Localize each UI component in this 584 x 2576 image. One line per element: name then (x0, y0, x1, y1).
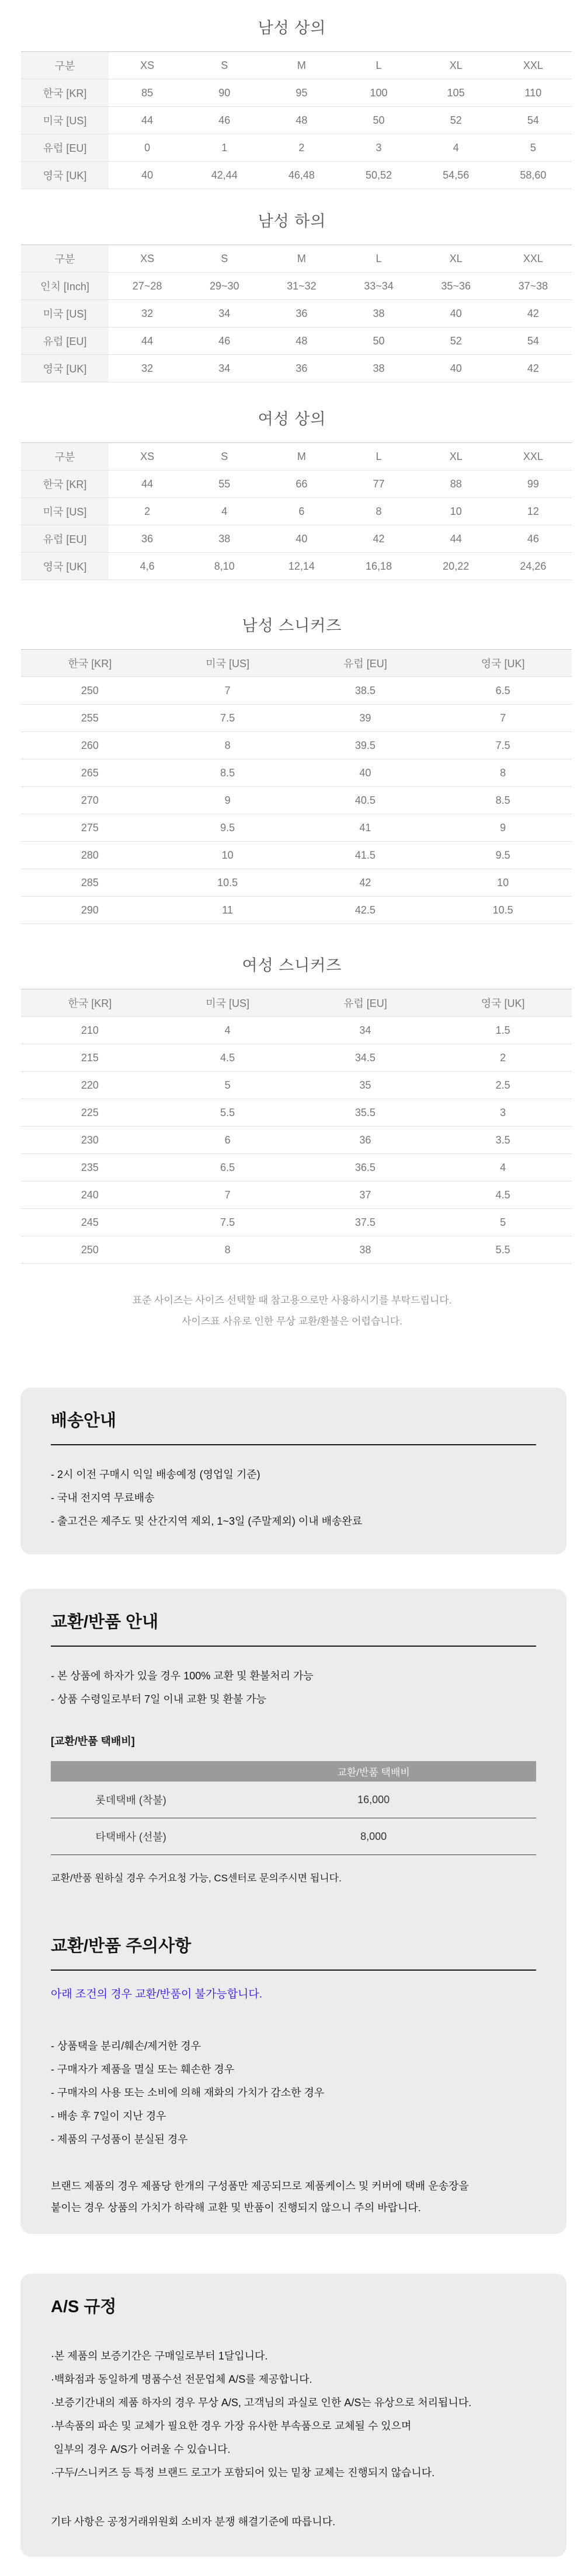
table-row (21, 553, 572, 580)
column-header: L (376, 59, 382, 71)
fee-header-cell: 교환/반품 택배비 (337, 1767, 410, 1778)
caution-bullet-list (51, 2034, 536, 2151)
text-line: - 배송 후 7일이 지난 경우 (51, 2110, 166, 2122)
table-cell: 245 (21, 1209, 159, 1236)
text-line: - 상품택을 분리/훼손/제거한 경우 (51, 2040, 201, 2052)
table-cell: 8.5 (434, 787, 572, 814)
table-cell: 37~38 (495, 273, 572, 300)
table-cell: 5.5 (159, 1099, 297, 1127)
table-cell: 41 (297, 814, 434, 842)
header-row (21, 443, 572, 470)
column-header: 유럽 [EU] (343, 998, 387, 1009)
table-cell: 8.5 (159, 759, 297, 787)
table-cell: 44 (109, 327, 186, 355)
table-cell: 1.5 (434, 1017, 572, 1044)
chart-title: 여성 스니커즈 (242, 957, 342, 974)
table-cell: 7 (434, 705, 572, 732)
fee-header-row (51, 1761, 536, 1782)
table-row (21, 1154, 572, 1181)
table-cell: 유럽 [EU] (21, 525, 109, 553)
size-chart-table (21, 245, 572, 382)
table-row (21, 327, 572, 355)
table-cell: 4,6 (109, 553, 186, 580)
table-row (21, 300, 572, 327)
column-header: 한국 [KR] (68, 998, 112, 1009)
size-chart-area (0, 18, 584, 1264)
table-row (21, 1099, 572, 1127)
table-cell: 7.5 (434, 732, 572, 759)
table-cell: 12,14 (263, 553, 340, 580)
table-cell: 8 (434, 759, 572, 787)
table-cell: 66 (263, 470, 340, 498)
table-cell: 24,26 (495, 553, 572, 580)
table-row (21, 1236, 572, 1264)
table-cell: 38 (340, 300, 417, 327)
table-cell: 250 (21, 1236, 159, 1264)
chart-title: 남성 하의 (258, 212, 326, 230)
table-cell: 7 (159, 1181, 297, 1209)
table-row (21, 732, 572, 759)
table-cell: 5 (495, 134, 572, 162)
table-cell: 4.5 (159, 1044, 297, 1072)
caution-paragraph (51, 2176, 536, 2219)
table-row (21, 897, 572, 924)
header-row (21, 650, 572, 677)
table-cell: 6 (159, 1127, 297, 1154)
table-cell: 46,48 (263, 162, 340, 189)
table-cell: 39.5 (297, 732, 434, 759)
table-cell: 5 (434, 1209, 572, 1236)
table-cell: 38 (297, 1236, 434, 1264)
table-cell: 영국 [UK] (21, 553, 109, 580)
table-cell: 46 (186, 107, 263, 134)
table-cell: 50 (340, 107, 417, 134)
table-cell: 34.5 (297, 1044, 434, 1072)
fee-carrier-cell: 타택배사 (선불) (51, 1818, 211, 1855)
table-cell: 37 (297, 1181, 434, 1209)
table-cell: 6.5 (159, 1154, 297, 1181)
table-row (21, 1127, 572, 1154)
table-cell: 44 (418, 525, 495, 553)
table-cell: 16,18 (340, 553, 417, 580)
table-cell: 36 (263, 300, 340, 327)
table-row (21, 79, 572, 107)
return-fee-table (51, 1761, 536, 1855)
table-cell: 54 (495, 107, 572, 134)
table-cell: 8 (340, 498, 417, 525)
table-row (21, 787, 572, 814)
table-row (21, 134, 572, 162)
table-cell: 230 (21, 1127, 159, 1154)
table-cell: 10 (159, 842, 297, 869)
shipping-section-title: 배송안내 (51, 1411, 117, 1430)
column-header: S (221, 450, 228, 462)
table-cell: 35 (297, 1072, 434, 1099)
table-cell: 44 (109, 470, 186, 498)
text-line: - 2시 이전 구매시 익일 배송예정 (영업일 기준) (51, 1469, 260, 1480)
table-cell: 40 (418, 355, 495, 382)
table-cell: 미국 [US] (21, 107, 109, 134)
table-row (21, 1181, 572, 1209)
table-cell: 41.5 (297, 842, 434, 869)
table-cell: 110 (495, 79, 572, 107)
text-line: - 국내 전지역 무료배송 (51, 1492, 155, 1504)
table-cell: 77 (340, 470, 417, 498)
table-cell: 32 (109, 355, 186, 382)
table-cell: 52 (418, 327, 495, 355)
table-cell: 40.5 (297, 787, 434, 814)
table-row (21, 162, 572, 189)
chart-title: 남성 상의 (258, 19, 326, 37)
table-cell: 27~28 (109, 273, 186, 300)
table-cell: 42.5 (297, 897, 434, 924)
table-row (21, 677, 572, 705)
caution-section-title: 교환/반품 주의사항 (51, 1937, 192, 1955)
fee-table-row (51, 1782, 536, 1818)
column-header: 구분 (21, 443, 109, 470)
table-cell: 95 (263, 79, 340, 107)
table-cell: 88 (418, 470, 495, 498)
table-cell: 36 (297, 1127, 434, 1154)
table-cell: 영국 [UK] (21, 355, 109, 382)
table-cell: 38 (186, 525, 263, 553)
table-cell: 한국 [KR] (21, 470, 109, 498)
table-cell: 39 (297, 705, 434, 732)
table-cell: 105 (418, 79, 495, 107)
text-line: 표준 사이즈는 사이즈 선택할 때 참고용으로만 사용하시기를 부탁드립니다. (132, 1295, 452, 1306)
table-cell: 290 (21, 897, 159, 924)
table-cell: 2 (109, 498, 186, 525)
size-chart-table (21, 442, 572, 580)
table-cell: 48 (263, 327, 340, 355)
table-cell: 9.5 (434, 842, 572, 869)
fee-amount-cell: 16,000 (211, 1782, 536, 1818)
return-bullet-list (51, 1664, 536, 1711)
table-cell: 4 (186, 498, 263, 525)
text-line: - 구매자가 제품을 멸실 또는 훼손한 경우 (51, 2063, 235, 2075)
column-header: 영국 [UK] (481, 658, 525, 670)
table-cell: 42 (340, 525, 417, 553)
as-policy-section (20, 2274, 566, 2557)
text-line: - 본 상품에 하자가 있을 경우 100% 교환 및 환불처리 가능 (51, 1670, 314, 1682)
table-cell: 42 (495, 300, 572, 327)
text-line: 사이즈표 사유로 인한 무상 교환/환불은 어렵습니다. (182, 1316, 402, 1327)
section-divider (51, 1444, 536, 1445)
column-header: 미국 [US] (206, 658, 250, 670)
text-line: ·백화점과 동일하게 명품수선 전문업체 A/S를 제공합니다. (51, 2373, 312, 2385)
column-header: XXL (523, 450, 543, 462)
fee-amount-cell: 8,000 (211, 1818, 536, 1855)
table-cell: 42 (495, 355, 572, 382)
table-cell: 42 (297, 869, 434, 897)
table-cell: 48 (263, 107, 340, 134)
table-cell: 260 (21, 732, 159, 759)
table-cell: 280 (21, 842, 159, 869)
table-cell: 42,44 (186, 162, 263, 189)
column-header: 유럽 [EU] (343, 658, 387, 670)
table-cell: 0 (109, 134, 186, 162)
table-cell: 2 (434, 1044, 572, 1072)
header-row (21, 52, 572, 79)
column-header: S (221, 252, 228, 264)
text-line: ·부속품의 파손 및 교체가 필요한 경우 가장 유사한 부속품으로 교체될 수 있으며 (51, 2420, 412, 2432)
table-cell: 6.5 (434, 677, 572, 705)
table-cell: 2.5 (434, 1072, 572, 1099)
table-cell: 미국 [US] (21, 300, 109, 327)
table-cell: 40 (263, 525, 340, 553)
column-header: XS (140, 59, 155, 71)
table-cell: 20,22 (418, 553, 495, 580)
text-line: 브랜드 제품의 경우 제품당 한개의 구성품만 제공되므로 제품케이스 및 커버에 택배 운송장을 (51, 2180, 469, 2192)
table-cell: 유럽 [EU] (21, 327, 109, 355)
fee-carrier-cell: 롯데택배 (착불) (51, 1782, 211, 1818)
caution-warning-text: 아래 조건의 경우 교환/반품이 불가능합니다. (51, 1988, 263, 2000)
header-row (21, 245, 572, 273)
table-row (21, 1044, 572, 1072)
table-cell: 85 (109, 79, 186, 107)
table-cell: 7.5 (159, 705, 297, 732)
table-row (21, 107, 572, 134)
as-policy-footer: 기타 사항은 공정거래위원회 소비자 분쟁 해결기준에 따릅니다. (51, 2516, 336, 2528)
column-header: XXL (523, 252, 543, 264)
column-header: XL (449, 450, 463, 462)
table-cell: 44 (109, 107, 186, 134)
table-cell: 8,10 (186, 553, 263, 580)
table-cell: 영국 [UK] (21, 162, 109, 189)
table-cell: 240 (21, 1181, 159, 1209)
fee-table-row (51, 1818, 536, 1855)
table-cell: 6 (263, 498, 340, 525)
chart-title: 여성 상의 (258, 410, 326, 428)
table-cell: 99 (495, 470, 572, 498)
table-cell: 11 (159, 897, 297, 924)
sneaker-chart-table (21, 989, 572, 1264)
sneaker-chart-table (21, 649, 572, 924)
table-cell: 36.5 (297, 1154, 434, 1181)
table-cell: 34 (186, 300, 263, 327)
table-cell: 32 (109, 300, 186, 327)
column-header: L (376, 252, 382, 264)
table-cell: 4 (159, 1017, 297, 1044)
table-cell: 40 (418, 300, 495, 327)
table-cell: 9.5 (159, 814, 297, 842)
column-header: XL (449, 59, 463, 71)
table-cell: 4 (434, 1154, 572, 1181)
table-row (21, 355, 572, 382)
table-cell: 40 (109, 162, 186, 189)
table-cell: 275 (21, 814, 159, 842)
table-cell: 10.5 (159, 869, 297, 897)
table-cell: 5 (159, 1072, 297, 1099)
fee-header-empty-cell (51, 1761, 211, 1782)
text-line: - 제품의 구성품이 분실된 경우 (51, 2134, 188, 2145)
table-cell: 210 (21, 1017, 159, 1044)
table-cell: 7 (159, 677, 297, 705)
column-header: 구분 (21, 52, 109, 79)
column-header: 한국 [KR] (68, 658, 112, 670)
table-cell: 36 (263, 355, 340, 382)
table-cell: 38.5 (297, 677, 434, 705)
table-cell: 미국 [US] (21, 498, 109, 525)
table-row (21, 498, 572, 525)
table-cell: 4.5 (434, 1181, 572, 1209)
table-row (21, 869, 572, 897)
table-cell: 3.5 (434, 1127, 572, 1154)
table-cell: 2 (263, 134, 340, 162)
table-cell: 37.5 (297, 1209, 434, 1236)
table-cell: 225 (21, 1099, 159, 1127)
column-header: 구분 (21, 245, 109, 273)
table-cell: 54,56 (418, 162, 495, 189)
shipping-bullet-list (51, 1463, 536, 1533)
fee-table-note: 교환/반품 원하실 경우 수거요청 가능, CS센터로 문의주시면 됩니다. (51, 1873, 342, 1884)
fee-table-label: [교환/반품 택배비] (51, 1735, 135, 1747)
table-cell: 35.5 (297, 1099, 434, 1127)
table-cell: 255 (21, 705, 159, 732)
table-cell: 10 (418, 498, 495, 525)
column-header: XS (140, 450, 155, 462)
column-header: M (297, 252, 306, 264)
table-cell: 100 (340, 79, 417, 107)
column-header: 영국 [UK] (481, 998, 525, 1009)
text-line: ·보증기간내의 제품 하자의 경우 무상 A/S, 고객님의 과실로 인한 A/S는 유상으로 처리됩니다. (51, 2397, 472, 2408)
table-row (21, 842, 572, 869)
table-cell: 215 (21, 1044, 159, 1072)
table-cell: 58,60 (495, 162, 572, 189)
header-row (21, 989, 572, 1017)
table-cell: 90 (186, 79, 263, 107)
return-info-section (20, 1589, 566, 2234)
table-cell: 55 (186, 470, 263, 498)
chart-title: 남성 스니커즈 (242, 617, 342, 635)
as-section-title: A/S 규정 (51, 2298, 117, 2316)
as-policy-list (51, 2344, 536, 2484)
table-row (21, 273, 572, 300)
text-line: 일부의 경우 A/S가 어려울 수 있습니다. (51, 2443, 231, 2455)
table-cell: 8 (159, 732, 297, 759)
table-row (21, 759, 572, 787)
section-divider (51, 1970, 536, 1971)
column-header: M (297, 450, 306, 462)
table-cell: 38 (340, 355, 417, 382)
column-header: L (376, 450, 382, 462)
table-cell: 220 (21, 1072, 159, 1099)
table-row (21, 525, 572, 553)
table-cell: 50 (340, 327, 417, 355)
column-header: S (221, 59, 228, 71)
table-cell: 54 (495, 327, 572, 355)
table-cell: 12 (495, 498, 572, 525)
column-header: XXL (523, 59, 543, 71)
column-header: XS (140, 252, 155, 264)
table-cell: 270 (21, 787, 159, 814)
table-row (21, 1072, 572, 1099)
table-cell: 한국 [KR] (21, 79, 109, 107)
text-line: - 구매자의 사용 또는 소비에 의해 재화의 가치가 감소한 경우 (51, 2087, 325, 2099)
column-header: XL (449, 252, 463, 264)
table-row (21, 814, 572, 842)
table-cell: 인치 [Inch] (21, 273, 109, 300)
text-line: - 출고건은 제주도 및 산간지역 제외, 1~3일 (주말제외) 이내 배송완료 (51, 1515, 363, 1527)
table-cell: 235 (21, 1154, 159, 1181)
table-cell: 265 (21, 759, 159, 787)
table-cell: 46 (495, 525, 572, 553)
table-cell: 29~30 (186, 273, 263, 300)
table-cell: 31~32 (263, 273, 340, 300)
table-row (21, 470, 572, 498)
section-divider (51, 1646, 536, 1647)
table-cell: 5.5 (434, 1236, 572, 1264)
table-cell: 35~36 (418, 273, 495, 300)
column-header: M (297, 59, 306, 71)
table-row (21, 1209, 572, 1236)
table-cell: 3 (434, 1099, 572, 1127)
shipping-info-section (20, 1388, 566, 1554)
table-row (21, 705, 572, 732)
table-cell: 33~34 (340, 273, 417, 300)
column-header: 미국 [US] (206, 998, 250, 1009)
text-line: - 상품 수령일로부터 7일 이내 교환 및 환불 가능 (51, 1693, 266, 1705)
table-cell: 10.5 (434, 897, 572, 924)
table-row (21, 1017, 572, 1044)
text-line: ·본 제품의 보증기간은 구매일로부터 1달입니다. (51, 2350, 268, 2362)
table-cell: 50,52 (340, 162, 417, 189)
table-cell: 52 (418, 107, 495, 134)
text-line: 붙이는 경우 상품의 가치가 하락해 교환 및 반품이 진행되지 않으니 주의 바랍니다. (51, 2202, 421, 2214)
table-cell: 46 (186, 327, 263, 355)
table-cell: 1 (186, 134, 263, 162)
table-cell: 4 (418, 134, 495, 162)
table-cell: 9 (434, 814, 572, 842)
table-cell: 250 (21, 677, 159, 705)
table-cell: 285 (21, 869, 159, 897)
table-cell: 7.5 (159, 1209, 297, 1236)
table-cell: 40 (297, 759, 434, 787)
table-cell: 9 (159, 787, 297, 814)
text-line: ·구두/스니커즈 등 특정 브랜드 로고가 포함되어 있는 밑창 교체는 진행되지 않습니다. (51, 2467, 435, 2479)
table-cell: 3 (340, 134, 417, 162)
table-cell: 36 (109, 525, 186, 553)
table-cell: 34 (186, 355, 263, 382)
size-chart-table (21, 51, 572, 189)
size-chart-notes (0, 1294, 584, 1329)
table-cell: 34 (297, 1017, 434, 1044)
return-section-title: 교환/반품 안내 (51, 1613, 159, 1632)
table-cell: 8 (159, 1236, 297, 1264)
table-cell: 10 (434, 869, 572, 897)
table-cell: 유럽 [EU] (21, 134, 109, 162)
